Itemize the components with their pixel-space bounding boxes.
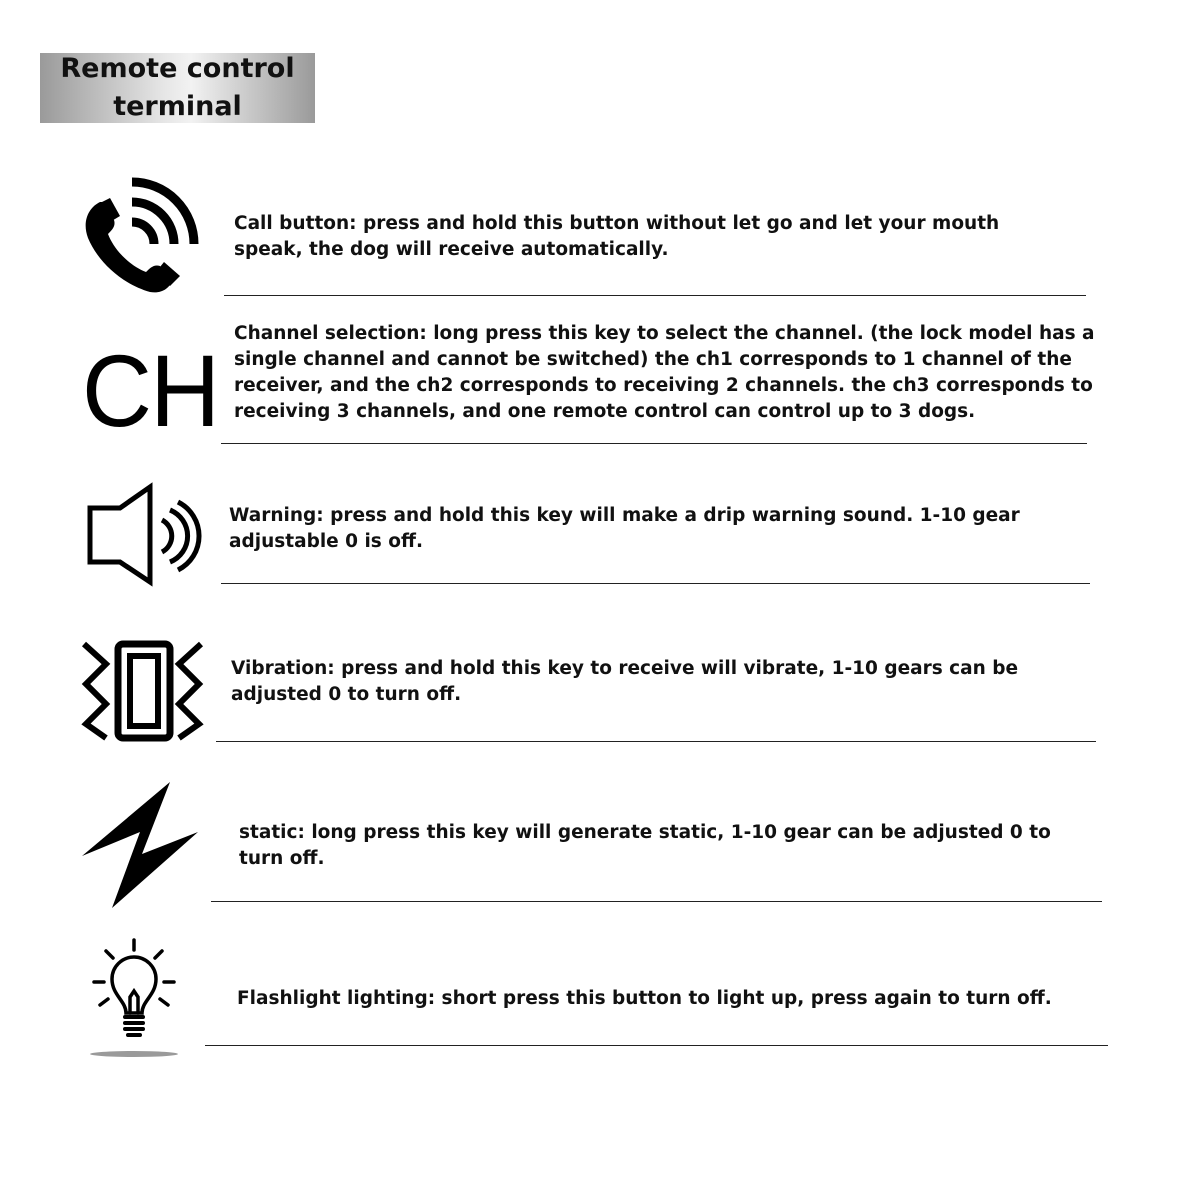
divider — [205, 1045, 1108, 1046]
divider — [211, 901, 1102, 902]
call-button-description: Call button: press and hold this button without let go and let your mouth speak, the dog will receive automatically. — [234, 213, 1000, 260]
warning-description: Warning: press and hold this key will make a drip warning sound. 1-10 gear adjustable 0 is off. — [229, 505, 1020, 552]
ch-icon-label: CH — [82, 334, 219, 448]
light-bulb-icon — [86, 935, 186, 1060]
channel-ch-icon — [82, 334, 219, 448]
page-title: Remote control terminal — [60, 53, 295, 122]
phone-call-icon — [80, 172, 205, 297]
divider — [221, 583, 1090, 584]
lightning-bolt-icon — [80, 780, 202, 910]
vibration-description: Vibration: press and hold this key to receive will vibrate, 1-10 gears can be adjusted 0 to turn off. — [231, 658, 1019, 705]
channel-selection-description: Channel selection: long press this key to select the channel. (the lock model has a single channel and cannot be switched) the ch1 corresponds to 1 channel of the receiver, and the ch2 corresponds to receiving 2 channels. the ch3 corresponds to receiving 3 channels, and one remote control can control up to 3 dogs. — [234, 323, 1095, 422]
divider — [216, 741, 1096, 742]
divider — [221, 443, 1087, 444]
static-description: static: long press this key will generate static, 1-10 gear can be adjusted 0 to turn off. — [239, 822, 1051, 869]
flashlight-description: Flashlight lighting: short press this button to light up, press again to turn off. — [237, 988, 1052, 1009]
speaker-sound-icon — [84, 482, 204, 592]
vibration-icon — [80, 640, 205, 742]
divider — [224, 295, 1086, 296]
title-banner — [40, 53, 315, 123]
